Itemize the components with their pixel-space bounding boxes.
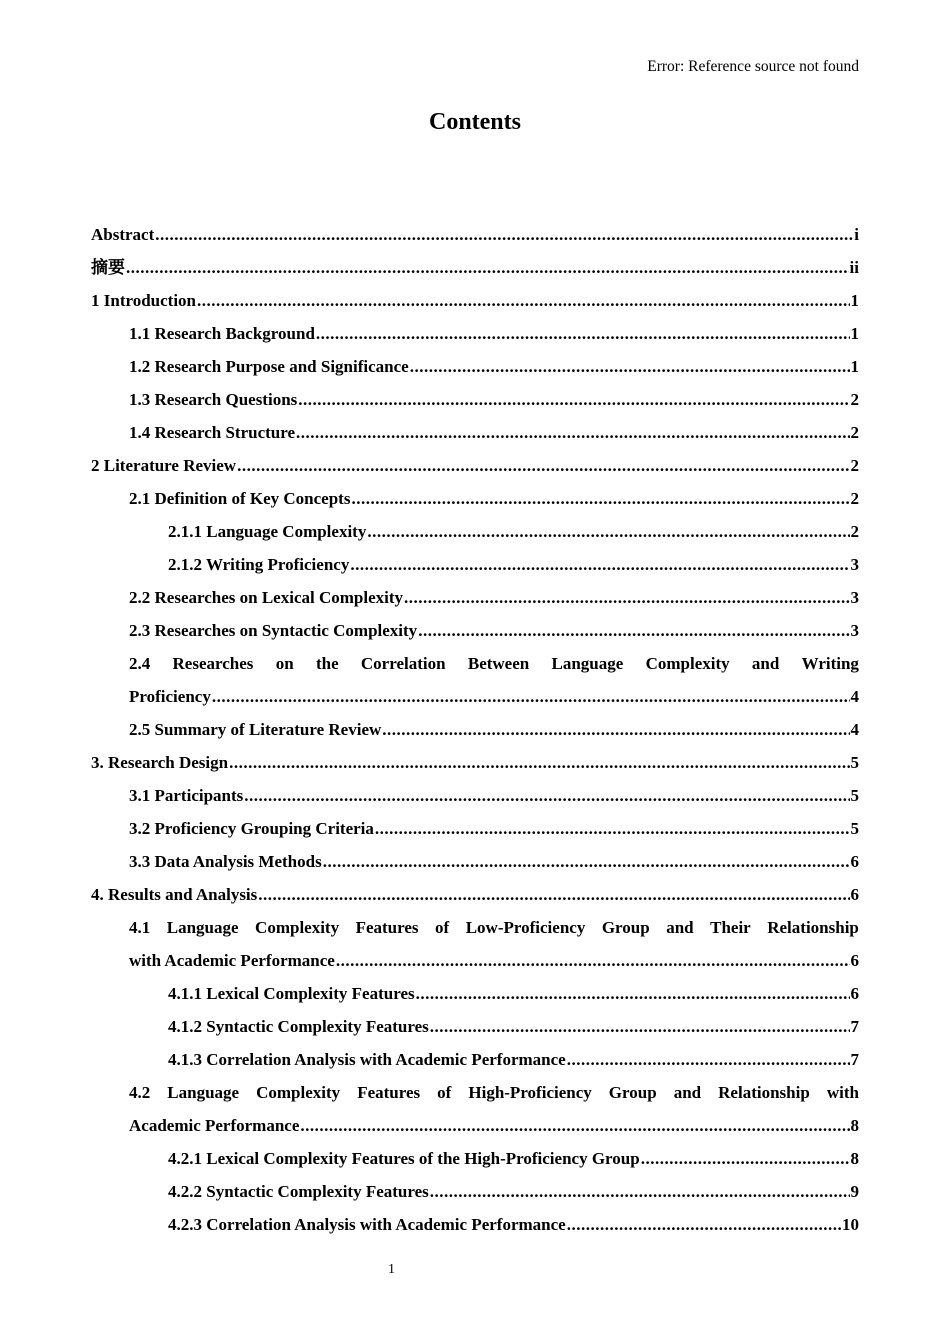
toc-entry-title: 4.1.2 Syntactic Complexity Features [168, 1017, 429, 1036]
toc-entry-page: 4 [850, 687, 859, 706]
toc-entry-title: with Academic Performance [129, 951, 335, 970]
dot-leader [336, 944, 850, 977]
toc-entry-line [129, 680, 859, 713]
toc-entry-word: the [315, 654, 339, 673]
toc-entry-title: 4.1.3 Correlation Analysis with Academic Performance [168, 1050, 566, 1069]
dot-leader [296, 416, 849, 449]
toc-entry[interactable] [91, 1043, 859, 1076]
toc-entry-first-line [129, 911, 859, 944]
running-header: Error: Reference source not found [647, 58, 859, 75]
dot-leader [410, 350, 850, 383]
toc-entry-title: 3.3 Data Analysis Methods [129, 852, 322, 871]
toc-entry-line [129, 614, 859, 647]
toc-entry-page: 5 [850, 819, 859, 838]
toc-entry-word: 4.2 [129, 1083, 151, 1102]
toc-entry-word: Language [551, 654, 624, 673]
toc-entry-title: 3.2 Proficiency Grouping Criteria [129, 819, 374, 838]
toc-entry-line [168, 1010, 859, 1043]
toc-entry-word: and [673, 1083, 702, 1102]
toc-entry-line [168, 1175, 859, 1208]
toc-entry-page: 2 [850, 423, 859, 442]
toc-entry[interactable] [91, 878, 859, 911]
toc-entry-line [129, 416, 859, 449]
toc-entry-title: 1.4 Research Structure [129, 423, 296, 442]
table-of-contents [91, 218, 859, 1241]
toc-entry-line [129, 812, 859, 845]
toc-entry-page: 1 [850, 357, 859, 376]
toc-entry-title: Proficiency [129, 687, 211, 706]
toc-entry-line [168, 515, 859, 548]
toc-entry-line [129, 713, 859, 746]
dot-leader [316, 317, 850, 350]
toc-entry-word: Complexity [255, 918, 340, 937]
toc-entry[interactable] [91, 383, 859, 416]
toc-entry-title: 1 Introduction [91, 291, 197, 310]
dot-leader [416, 977, 850, 1010]
toc-entry[interactable] [91, 977, 859, 1010]
dot-leader [367, 515, 849, 548]
dot-leader [237, 449, 849, 482]
toc-entry-title: 2.1.2 Writing Proficiency [168, 555, 350, 574]
dot-leader [155, 218, 853, 251]
toc-entry-page: 8 [850, 1116, 859, 1135]
dot-leader [351, 482, 849, 515]
toc-entry-page: 3 [850, 621, 859, 640]
toc-entry-line [91, 878, 859, 911]
toc-entry-page: 2 [850, 489, 859, 508]
toc-entry-page: i [854, 225, 859, 244]
toc-entry[interactable] [91, 1175, 859, 1208]
dot-leader [430, 1175, 850, 1208]
toc-entry-line [129, 779, 859, 812]
toc-entry[interactable] [91, 614, 859, 647]
toc-entry-word: Between [467, 654, 530, 673]
toc-entry-word: of [437, 1083, 452, 1102]
dot-leader [404, 581, 849, 614]
toc-entry-page: 2 [850, 456, 859, 475]
toc-entry-word: Their [710, 918, 751, 937]
toc-entry-word: Complexity [645, 654, 730, 673]
toc-entry-title: 4.2.3 Correlation Analysis with Academic Performance [168, 1215, 566, 1234]
toc-entry-word: Relationship [718, 1083, 810, 1102]
toc-entry-line [129, 845, 859, 878]
dot-leader [567, 1208, 841, 1241]
toc-entry-page: 4 [850, 720, 859, 739]
toc-entry-title: 2 Literature Review [91, 456, 237, 475]
toc-entry-word: Language [166, 918, 239, 937]
toc-entry-word: High-Proficiency [468, 1083, 592, 1102]
toc-entry-line [129, 350, 859, 383]
toc-entry-page: 9 [850, 1182, 859, 1201]
toc-entry-title: 4.1.1 Lexical Complexity Features [168, 984, 415, 1003]
toc-entry-word: Researches [172, 654, 254, 673]
toc-entry-word: 2.4 [129, 654, 151, 673]
toc-entry-line [91, 449, 859, 482]
toc-entry-word: on [275, 654, 294, 673]
toc-entry-line [91, 746, 859, 779]
toc-entry[interactable] [91, 350, 859, 383]
toc-entry-word: Writing [801, 654, 859, 673]
toc-entry[interactable] [91, 1076, 859, 1142]
toc-entry-title: 1.1 Research Background [129, 324, 315, 343]
toc-entry-page: 3 [850, 588, 859, 607]
toc-entry-word: Features [357, 1083, 421, 1102]
toc-entry[interactable] [91, 218, 859, 251]
toc-entry[interactable] [91, 845, 859, 878]
toc-entry-page: 2 [850, 390, 859, 409]
toc-entry-title: 4.2.2 Syntactic Complexity Features [168, 1182, 429, 1201]
toc-entry[interactable] [91, 515, 859, 548]
toc-entry-word: Relationship [767, 918, 859, 937]
toc-entry-word: of [435, 918, 450, 937]
toc-entry[interactable] [91, 284, 859, 317]
page-title: Contents [428, 109, 521, 135]
toc-entry-line [91, 218, 859, 251]
toc-entry[interactable] [91, 647, 859, 713]
dot-leader [244, 779, 849, 812]
toc-entry-title: 2.1 Definition of Key Concepts [129, 489, 351, 508]
toc-entry-title: 2.1.1 Language Complexity [168, 522, 367, 541]
toc-entry-line [129, 317, 859, 350]
dot-leader [229, 746, 849, 779]
toc-entry[interactable] [91, 449, 859, 482]
toc-entry[interactable] [91, 317, 859, 350]
toc-entry-word: 4.1 [129, 918, 151, 937]
dot-leader [375, 812, 850, 845]
toc-entry[interactable] [91, 1010, 859, 1043]
dot-leader [300, 1109, 849, 1142]
toc-entry[interactable] [91, 1208, 859, 1241]
toc-entry[interactable] [91, 713, 859, 746]
toc-entry-title: 摘要 [91, 258, 125, 277]
toc-entry[interactable] [91, 416, 859, 449]
dot-leader [298, 383, 849, 416]
toc-entry-word: with [826, 1083, 859, 1102]
toc-entry[interactable] [91, 911, 859, 977]
toc-entry-page: 5 [850, 786, 859, 805]
dot-leader [350, 548, 849, 581]
dot-leader [641, 1142, 850, 1175]
dot-leader [258, 878, 849, 911]
toc-entry-title: Abstract [91, 225, 155, 244]
dot-leader [430, 1010, 850, 1043]
toc-entry-line [91, 284, 859, 317]
toc-entry-word: Correlation [360, 654, 446, 673]
toc-entry-page: 2 [850, 522, 859, 541]
toc-entry[interactable] [91, 251, 859, 284]
toc-entry-title: 2.5 Summary of Literature Review [129, 720, 382, 739]
toc-entry-title: 2.2 Researches on Lexical Complexity [129, 588, 404, 607]
toc-entry-line [168, 1043, 859, 1076]
dot-leader [567, 1043, 850, 1076]
toc-entry[interactable] [91, 482, 859, 515]
toc-entry-page: 7 [850, 1017, 859, 1036]
toc-entry-page: ii [849, 258, 859, 277]
toc-entry-page: 1 [850, 324, 859, 343]
toc-entry-word: and [751, 654, 780, 673]
toc-entry-page: 6 [850, 951, 859, 970]
dot-leader [418, 614, 849, 647]
dot-leader [197, 284, 849, 317]
toc-entry-title: 2.3 Researches on Syntactic Complexity [129, 621, 418, 640]
dot-leader [212, 680, 850, 713]
toc-entry-page: 8 [850, 1149, 859, 1168]
toc-entry-line [168, 1142, 859, 1175]
toc-entry-line [129, 581, 859, 614]
toc-entry-word: Group [601, 918, 650, 937]
toc-entry-line [168, 1208, 859, 1241]
toc-entry-line [91, 251, 859, 284]
toc-entry-word: Complexity [256, 1083, 341, 1102]
toc-entry-word: Language [167, 1083, 240, 1102]
page-number: 1 [388, 1262, 395, 1277]
toc-entry-line [168, 548, 859, 581]
toc-entry[interactable] [91, 746, 859, 779]
toc-entry-word: Low-Proficiency [465, 918, 586, 937]
toc-entry-first-line [129, 647, 859, 680]
toc-entry-title: Academic Performance [129, 1116, 300, 1135]
toc-entry-word: Group [608, 1083, 657, 1102]
toc-entry[interactable] [91, 779, 859, 812]
toc-entry-word: Features [355, 918, 419, 937]
dot-leader [323, 845, 850, 878]
toc-entry-line [129, 482, 859, 515]
toc-entry-page: 6 [850, 852, 859, 871]
dot-leader [126, 251, 849, 284]
toc-entry[interactable] [91, 1142, 859, 1175]
toc-entry-line [129, 944, 859, 977]
toc-entry-page: 3 [850, 555, 859, 574]
toc-entry-page: 1 [850, 291, 859, 310]
toc-entry-line [168, 977, 859, 1010]
toc-entry-page: 5 [850, 753, 859, 772]
toc-entry-line [129, 1109, 859, 1142]
toc-entry-page: 10 [842, 1215, 859, 1234]
toc-entry-title: 1.2 Research Purpose and Significance [129, 357, 409, 376]
toc-entry-first-line [129, 1076, 859, 1109]
toc-entry-title: 4. Results and Analysis [91, 885, 258, 904]
toc-entry[interactable] [91, 812, 859, 845]
toc-entry-page: 6 [850, 984, 859, 1003]
toc-entry-title: 1.3 Research Questions [129, 390, 298, 409]
dot-leader [382, 713, 849, 746]
toc-entry[interactable] [91, 581, 859, 614]
toc-entry-page: 6 [850, 885, 859, 904]
toc-entry-word: and [666, 918, 694, 937]
toc-entry-title: 3.1 Participants [129, 786, 244, 805]
toc-entry-line [129, 383, 859, 416]
toc-entry-title: 4.2.1 Lexical Complexity Features of the High-Proficiency Group [168, 1149, 640, 1168]
toc-entry[interactable] [91, 548, 859, 581]
toc-entry-title: 3. Research Design [91, 753, 229, 772]
toc-entry-page: 7 [850, 1050, 859, 1069]
